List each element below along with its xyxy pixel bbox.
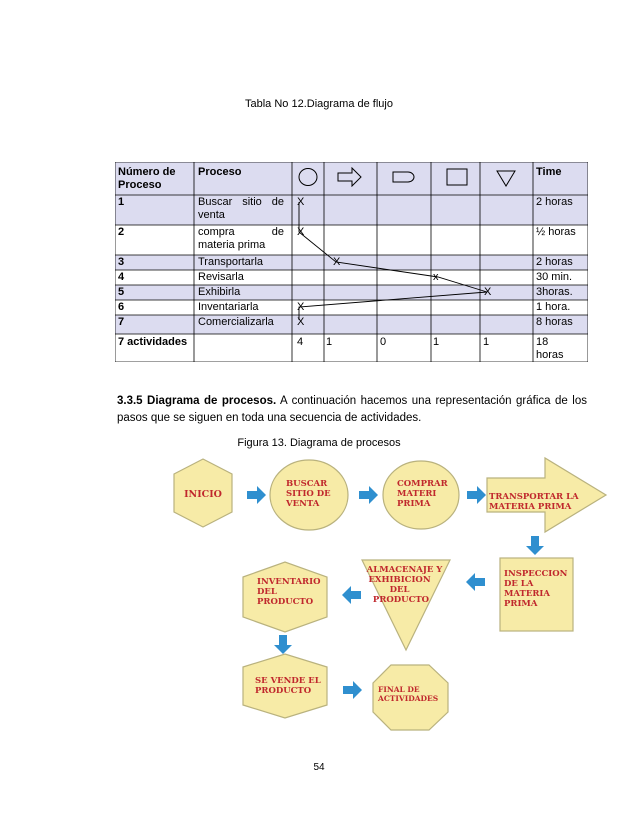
- row-number: 6: [118, 301, 125, 313]
- node-almacenaje: [362, 560, 450, 650]
- flow-table: [115, 162, 588, 362]
- node-transportar-label: TRANSPORTAR LA MATERIA PRIMA: [489, 492, 579, 512]
- row-mark: X: [333, 256, 341, 268]
- node-comprar: [383, 461, 459, 529]
- row-mark: x: [433, 271, 439, 283]
- row-process: Buscar sitio de venta: [198, 196, 284, 221]
- node-inspeccion: [500, 558, 573, 631]
- row-time: 8 horas: [536, 316, 573, 328]
- node-inicio-label: INICIO: [184, 489, 222, 500]
- node-inventario-label: INVENTARIO DEL PRODUCTO: [257, 577, 321, 607]
- arrow-left-icon: [466, 573, 485, 591]
- node-inspeccion-label: INSPECCION DE LA MATERIA PRIMA: [504, 569, 568, 609]
- row-time: ½ horas: [536, 226, 576, 238]
- row-number: 5: [118, 286, 125, 298]
- node-transportar: [487, 458, 606, 532]
- row-mark: X: [297, 316, 305, 328]
- arrow-right-icon: [343, 681, 362, 699]
- total-activities: 7 actividades: [118, 336, 188, 348]
- total-count: 1: [326, 336, 333, 348]
- flow-connector-line: [299, 202, 487, 320]
- row-process: Inventariarla: [198, 301, 259, 313]
- arrow-left-icon: [342, 586, 361, 604]
- page-number: 54: [313, 762, 325, 773]
- arrow-down-icon: [274, 635, 292, 654]
- row-process: compra de materia prima: [198, 226, 284, 251]
- node-final: [373, 665, 448, 730]
- row-number: 4: [118, 271, 125, 283]
- arrow-right-icon: [359, 486, 378, 504]
- row-number: 1: [118, 196, 125, 208]
- node-buscar: [270, 460, 348, 530]
- total-count: 4: [297, 336, 304, 348]
- row-time: 1 hora.: [536, 301, 571, 313]
- table-title: Tabla No 12.Diagrama de flujo: [245, 98, 393, 110]
- node-inventario: [243, 562, 327, 632]
- row-mark: X: [297, 196, 305, 208]
- node-buscar-label: BUSCAR SITIO DE VENTA: [286, 479, 331, 509]
- row-number: 3: [118, 256, 125, 268]
- node-final-label: FINAL DE ACTIVIDADES: [378, 685, 439, 703]
- arrow-right-icon: [467, 486, 486, 504]
- figure-title: Figura 13. Diagrama de procesos: [237, 437, 401, 449]
- arrow-down-icon: [526, 536, 544, 555]
- row-number: 2: [118, 226, 125, 238]
- node-almacenaje-label: ALMACENAJE Y EXHIBICION DEL PRODUCTO: [366, 565, 443, 605]
- header-numero: Número de Proceso: [118, 166, 176, 191]
- node-vende-label: SE VENDE EL PRODUCTO: [255, 676, 321, 696]
- row-time: 3horas.: [536, 286, 573, 298]
- row-process: Transportarla: [198, 256, 264, 268]
- row-process: Comercializarla: [198, 316, 274, 328]
- section-paragraph: [117, 393, 587, 427]
- node-vende: [243, 654, 327, 718]
- row-mark: X: [297, 301, 305, 313]
- total-count: 1: [433, 336, 440, 348]
- row-mark: X: [297, 226, 305, 238]
- row-process: Revisarla: [198, 271, 244, 283]
- row-time: 30 min.: [536, 271, 573, 283]
- header-time: Time: [536, 166, 562, 178]
- row-number: 7: [118, 316, 125, 328]
- arrow-right-icon: [247, 486, 266, 504]
- row-time: 2 horas: [536, 196, 573, 208]
- section-body: A continuación hacemos una representación gráfica de los pasos que se siguen en toda una secuencia de actividades.: [117, 395, 587, 424]
- row-time: 2 horas: [536, 256, 573, 268]
- header-proceso: Proceso: [198, 166, 242, 178]
- row-mark: X: [484, 286, 492, 298]
- total-count: 0: [380, 336, 387, 348]
- process-diagram: [165, 452, 615, 747]
- total-count: 1: [483, 336, 490, 348]
- section-heading: 3.3.5 Diagrama de procesos.: [117, 395, 277, 407]
- total-time: 18 horas: [536, 336, 564, 361]
- node-inicio: [174, 459, 232, 527]
- node-comprar-label: COMPRAR MATERI PRIMA: [397, 479, 448, 509]
- row-process: Exhibirla: [198, 286, 241, 298]
- table-grid: [115, 162, 588, 362]
